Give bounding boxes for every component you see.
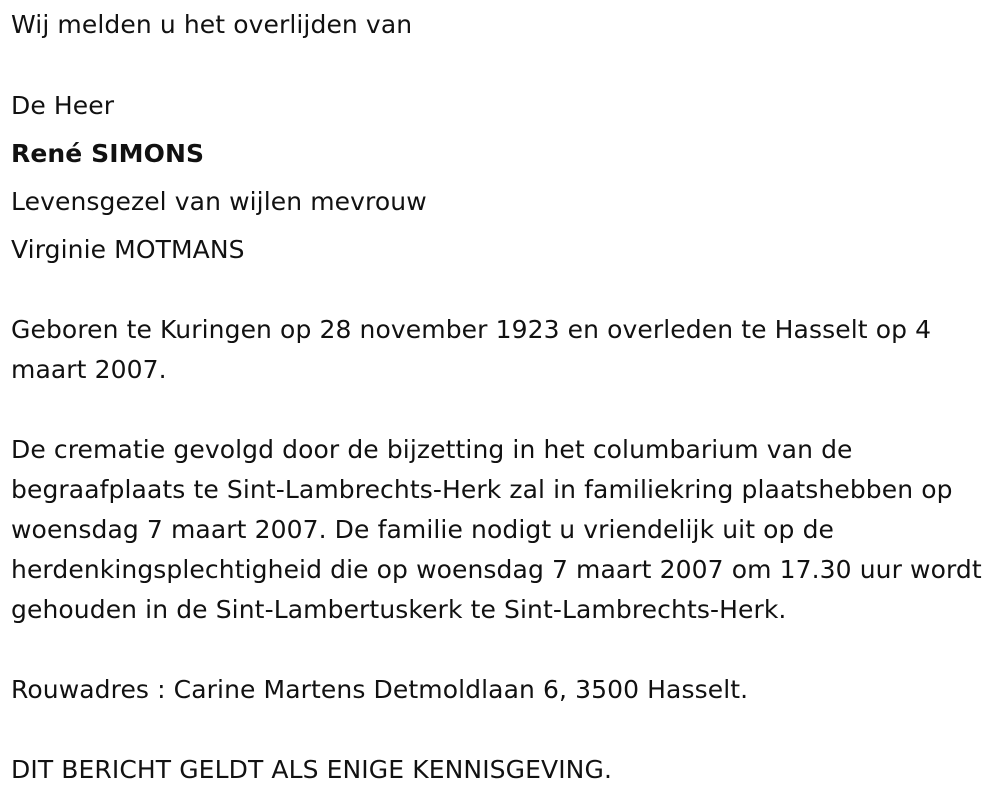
- partner-name: Virginie MOTMANS: [11, 235, 245, 264]
- deceased-name: René SIMONS: [11, 139, 205, 168]
- partner-label: Levensgezel van wijlen mevrouw: [11, 187, 427, 216]
- birth-death-paragraph: Geboren te Kuringen op 28 november 1923 en overleden te Hasselt op 4 maart 2007.: [11, 315, 932, 384]
- ceremony-paragraph: De crematie gevolgd door de bijzetting in het columbarium van de begraafplaats te Sint-Lambrechts-Herk zal in familiekring plaatshebben op woensdag 7 maart 2007. De familie nodigt u vriendelijk uit op de herdenkingsplechtigheid die op woensdag 7 maart 2007 om 17.30 uur wordt gehouden in de Sint-Lambertuskerk te Sint-Lambrechts-Herk.: [11, 435, 982, 624]
- honorific: De Heer: [11, 91, 115, 120]
- mourning-address: Rouwadres : Carine Martens Detmoldlaan 6, 3500 Hasselt.: [11, 675, 749, 704]
- closing-statement: DIT BERICHT GELDT ALS ENIGE KENNISGEVING.: [11, 755, 612, 784]
- intro-text: Wij melden u het overlijden van: [11, 10, 413, 39]
